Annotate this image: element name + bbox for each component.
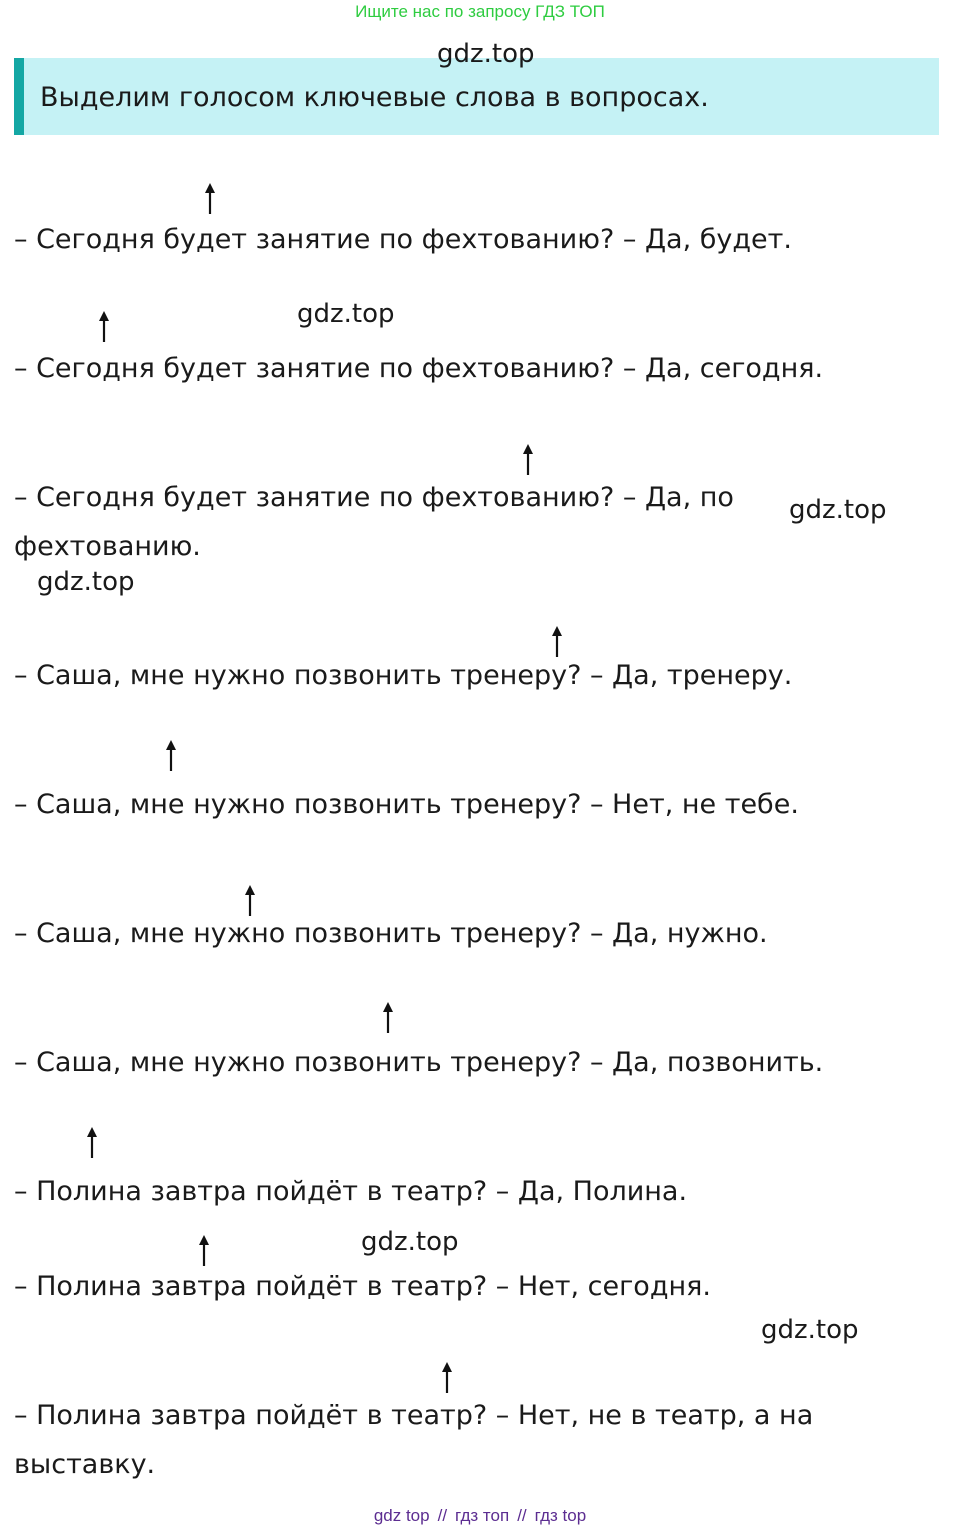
watermark: gdz.top <box>297 299 395 329</box>
stress-arrow-icon <box>522 444 534 476</box>
stress-arrow-icon <box>165 740 177 772</box>
search-banner: Ищите нас по запросу ГДЗ ТОП <box>355 2 605 21</box>
dialogue-line-continuation: фехтованию. <box>14 531 201 562</box>
dialogue-line: – Саша, мне нужно позвонить тренеру? – Нет, не тебе. <box>14 789 799 820</box>
footer-link[interactable]: гдз top <box>534 1506 587 1525</box>
footer-link[interactable]: гдз топ <box>455 1506 510 1525</box>
dialogue-line: – Полина завтра пойдёт в театр? – Нет, не в театр, а на <box>14 1400 814 1431</box>
footer-separator: // <box>517 1506 527 1525</box>
watermark: gdz.top <box>761 1315 859 1345</box>
stress-arrow-icon <box>204 183 216 215</box>
dialogue-line: – Саша, мне нужно позвонить тренеру? – Да, нужно. <box>14 918 768 949</box>
footer-link[interactable]: gdz top <box>373 1506 430 1525</box>
dialogue-line-continuation: выставку. <box>14 1449 156 1480</box>
dialogue-line: – Полина завтра пойдёт в театр? – Да, Полина. <box>14 1176 688 1207</box>
dialogue-line: – Сегодня будет занятие по фехтованию? – Да, будет. <box>14 224 792 255</box>
stress-arrow-icon <box>382 1002 394 1034</box>
watermark: gdz.top <box>37 567 135 597</box>
task-text: Выделим голосом ключевые слова в вопросах. <box>40 82 709 113</box>
dialogue-line: – Сегодня будет занятие по фехтованию? – Да, по <box>14 482 734 513</box>
dialogue-line: – Полина завтра пойдёт в театр? – Нет, сегодня. <box>14 1271 711 1302</box>
watermark: gdz.top <box>361 1227 459 1257</box>
stress-arrow-icon <box>86 1127 98 1159</box>
stress-arrow-icon <box>98 311 110 343</box>
watermark: gdz.top <box>789 495 887 525</box>
dialogue-line: – Саша, мне нужно позвонить тренеру? – Да, тренеру. <box>14 660 793 691</box>
stress-arrow-icon <box>441 1362 453 1394</box>
footer-links <box>0 1503 960 1529</box>
dialogue-line: – Сегодня будет занятие по фехтованию? – Да, сегодня. <box>14 353 824 384</box>
dialogue-line: – Саша, мне нужно позвонить тренеру? – Да, позвонить. <box>14 1047 824 1078</box>
footer-separator: // <box>437 1506 448 1525</box>
watermark: gdz.top <box>437 39 535 69</box>
